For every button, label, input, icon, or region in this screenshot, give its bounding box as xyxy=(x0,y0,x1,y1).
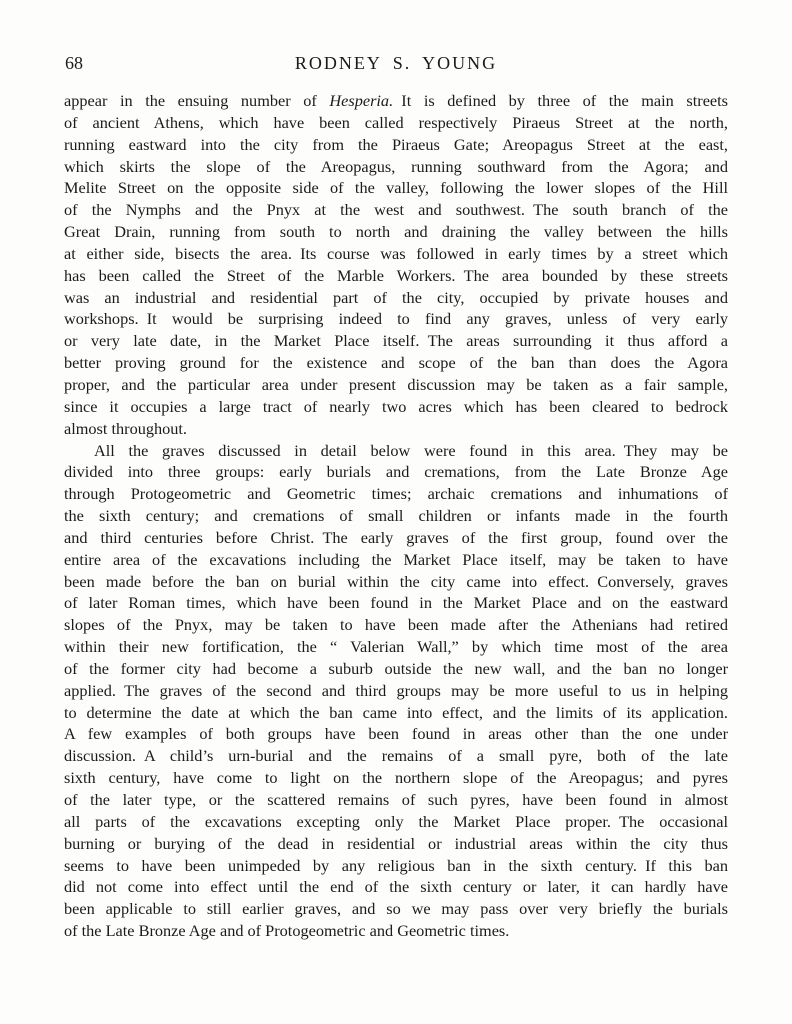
text-line: better proving ground for the existence and scope of the ban than does the Agora xyxy=(64,353,728,373)
text-line: of later Roman times, which have been found in the Market Place and on the eastward xyxy=(64,593,728,613)
text-line: within their new fortification, the “ Valerian Wall,” by which time most of the area xyxy=(64,637,728,657)
text-line: applied. The graves of the second and third groups may be more useful to us in helping xyxy=(64,680,728,700)
page-number: 68 xyxy=(65,53,83,73)
text-line: of the former city had become a suburb outside the new wall, and the ban no longer xyxy=(64,658,728,678)
text-line: did not come into effect until the end of the sixth century or later, it can hardly have xyxy=(64,877,728,897)
text-line: divided into three groups: early burials and cremations, from the Late Bronze Age xyxy=(64,462,728,482)
text-line: almost throughout. xyxy=(64,418,188,438)
text-line: was an industrial and residential part of the city, occupied by private houses and xyxy=(64,287,728,307)
text-line: the sixth century; and cremations of small children or infants made in the fourth xyxy=(64,506,728,526)
text-line: at either side, bisects the area. Its course was followed in early times by a street which xyxy=(64,243,728,263)
text-line: been made before the ban on burial within the city came into effect. Conversely, graves xyxy=(64,571,728,591)
text-line: Melite Street on the opposite side of the valley, following the lower slopes of the Hill xyxy=(64,178,728,198)
text-line: All the graves discussed in detail below were found in this area. They may be xyxy=(94,440,728,460)
text-line: A few examples of both groups have been found in areas other than the one under xyxy=(64,724,728,744)
text-line: seems to have been unimpeded by any religious ban in the sixth century. If this ban xyxy=(64,855,728,875)
text-line: burning or burying of the dead in residential or industrial areas within the city thus xyxy=(64,833,728,853)
text-line: sixth century, have come to light on the northern slope of the Areopagus; and pyres xyxy=(64,768,728,788)
text-line: Great Drain, running from south to north and draining the valley between the hills xyxy=(64,222,728,242)
text-line: discussion. A child’s urn-burial and the remains of a small pyre, both of the late xyxy=(64,746,728,766)
text-line: of the Late Bronze Age and of Protogeometric and Geometric times. xyxy=(64,921,510,941)
text-line: has been called the Street of the Marble Workers. The area bounded by these streets xyxy=(64,265,728,285)
text-line: been applicable to still earlier graves, and so we may pass over very briefly the burials xyxy=(64,899,728,919)
text-line: through Protogeometric and Geometric times; archaic cremations and inhumations of xyxy=(64,484,728,504)
text-line: entire area of the excavations including the Market Place itself, may be taken to have xyxy=(64,549,728,569)
paragraph xyxy=(64,90,728,440)
page-header xyxy=(64,53,728,75)
text-line: running eastward into the city from the Piraeus Gate; Areopagus Street at the east, xyxy=(64,134,728,154)
text-line: proper, and the particular area under present discussion may be taken as a fair sample, xyxy=(64,374,728,394)
text-line: of the later type, or the scattered remains of such pyres, have been found in almost xyxy=(64,790,728,809)
text-line: since it occupies a large tract of nearly two acres which has been cleared to bedrock xyxy=(64,396,728,416)
text-line: workshops. It would be surprising indeed to find any graves, unless of very early xyxy=(64,309,728,329)
running-head: RODNEY S. YOUNG xyxy=(294,53,498,73)
text-line: appear in the ensuing number of Hesperia. It is defined by three of the main streets xyxy=(64,91,728,110)
text-line: and third centuries before Christ. The early graves of the first group, found over the xyxy=(64,527,728,547)
text-line: of ancient Athens, which have been called respectively Piraeus Street at the north, xyxy=(64,112,728,132)
text-line: to determine the date at which the ban came into effect, and the limits of its application. xyxy=(64,702,728,722)
text-line: slopes of the Pnyx, may be taken to have been made after the Athenians had retired xyxy=(64,615,728,635)
text-line: which skirts the slope of the Areopagus, running southward from the Agora; and xyxy=(64,156,728,176)
page-body xyxy=(64,90,728,942)
text-line: or very late date, in the Market Place itself. The areas surrounding it thus afford a xyxy=(64,331,728,351)
text-line: of the Nymphs and the Pnyx at the west and southwest. The south branch of the xyxy=(64,200,728,220)
paragraph xyxy=(64,440,728,942)
text-line: all parts of the excavations excepting only the Market Place proper. The occasional xyxy=(64,811,728,831)
